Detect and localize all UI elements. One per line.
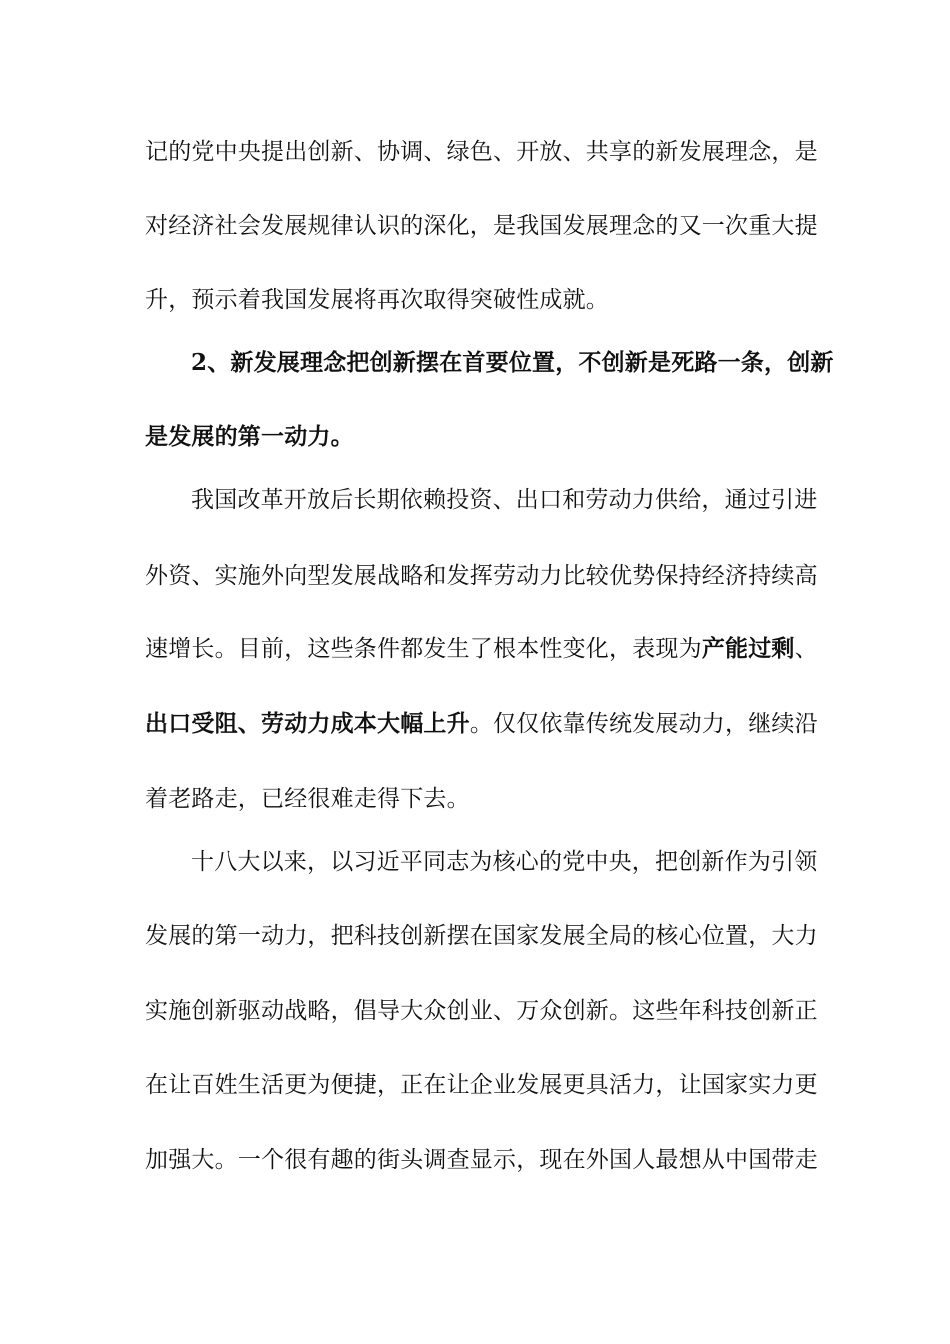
paragraph-3-line-4: 在让百姓生活更为便捷，正在让企业发展更具活力，让国家实力更 — [145, 1072, 818, 1098]
section-heading-2-line-2: 是发展的第一动力。 — [145, 423, 354, 450]
paragraph-2-line-3-tail: 、 — [794, 636, 818, 662]
paragraph-3-line-1: 十八大以来，以习近平同志为核心的党中央，把创新作为引领 — [191, 849, 818, 875]
paragraph-2-line-2: 外资、实施外向型发展战略和发挥劳动力比较优势保持经济持续高 — [145, 563, 818, 589]
paragraph-1-line-1: 记的党中央提出创新、协调、绿色、开放、共享的新发展理念，是 — [145, 139, 818, 165]
paragraph-3-line-2: 发展的第一动力，把科技创新摆在国家发展全局的核心位置，大力 — [145, 923, 818, 949]
paragraph-2-line-4 — [145, 709, 818, 739]
emphasis-export-labor: 出口受阻、劳动力成本大幅上升 — [145, 710, 470, 737]
paragraph-2-line-4-text: 。仅仅依靠传统发展动力，继续沿 — [469, 711, 818, 737]
section-heading-2-line-1: 2、新发展理念把创新摆在首要位置，不创新是死路一条，创新 — [191, 349, 834, 376]
paragraph-3-line-3: 实施创新驱动战略，倡导大众创业、万众创新。这些年科技创新正 — [145, 998, 818, 1024]
paragraph-2-line-3 — [145, 634, 818, 664]
emphasis-overcapacity: 产能过剩 — [701, 635, 795, 662]
paragraph-2-line-3-text: 速增长。目前，这些条件都发生了根本性变化，表现为 — [145, 636, 702, 662]
paragraph-1-line-3: 升，预示着我国发展将再次取得突破性成就。 — [145, 287, 609, 313]
paragraph-1-line-2: 对经济社会发展规律认识的深化，是我国发展理念的又一次重大提 — [145, 213, 818, 239]
paragraph-2-line-5: 着老路走，已经很难走得下去。 — [145, 786, 470, 812]
paragraph-2-line-1: 我国改革开放后长期依赖投资、出口和劳动力供给，通过引进 — [191, 487, 818, 513]
paragraph-3-line-5: 加强大。一个很有趣的街头调查显示，现在外国人最想从中国带走 — [145, 1147, 818, 1173]
